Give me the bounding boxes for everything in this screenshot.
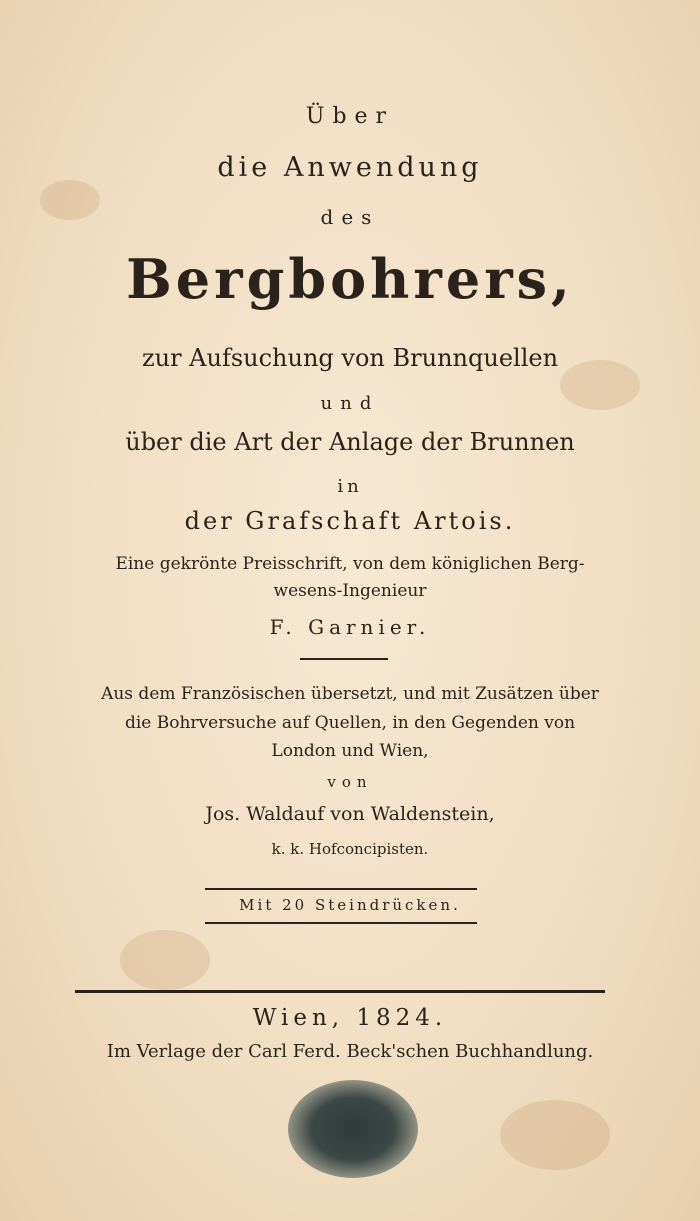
translation-line-2: die Bohrversuche auf Quellen, in den Gegenden von [124,713,576,733]
title-line-uber: Über [305,104,395,129]
translator-name: Jos. Waldauf von Waldenstein, [205,803,495,825]
title-line-preisschrift: Eine gekrönte Preisschrift, von dem königlichen Berg- [115,554,585,574]
title-line-anlage: über die Art der Anlage der Brunnen [125,428,575,456]
main-title: Bergbohrers, [126,247,574,311]
translation-line-3: London und Wien, [271,741,429,761]
title-line-anwendung: die Anwendung [217,152,483,183]
von-line: von [327,773,373,791]
plates-rule-bottom [205,922,477,924]
title-line-grafschaft: der Grafschaft Artois. [184,507,516,535]
author-name: F. Garnier. [269,615,431,639]
plates-note: Mit 20 Steindrücken. [239,896,461,914]
title-line-des: des [320,205,380,229]
title-line-in: in [337,476,363,497]
foxing-spot [120,930,210,990]
title-line-ingenieur: wesens-Ingenieur [273,581,427,601]
place-year: Wien, 1824. [252,1005,448,1031]
translation-line-1: Aus dem Französischen übersetzt, und mit Zusätzen über [101,684,599,704]
imprint-rule [75,990,605,993]
title-line-und: und [320,393,380,414]
divider-rule [300,658,388,660]
publisher: Im Verlage der Carl Ferd. Beck'schen Buchhandlung. [106,1041,594,1062]
title-line-aufsuchung: zur Aufsuchung von Brunnquellen [141,344,559,372]
library-stamp-stain [288,1080,418,1178]
translator-title: k. k. Hofconcipisten. [271,840,429,858]
foxing-spot [500,1100,610,1170]
plates-rule-top [205,888,477,890]
